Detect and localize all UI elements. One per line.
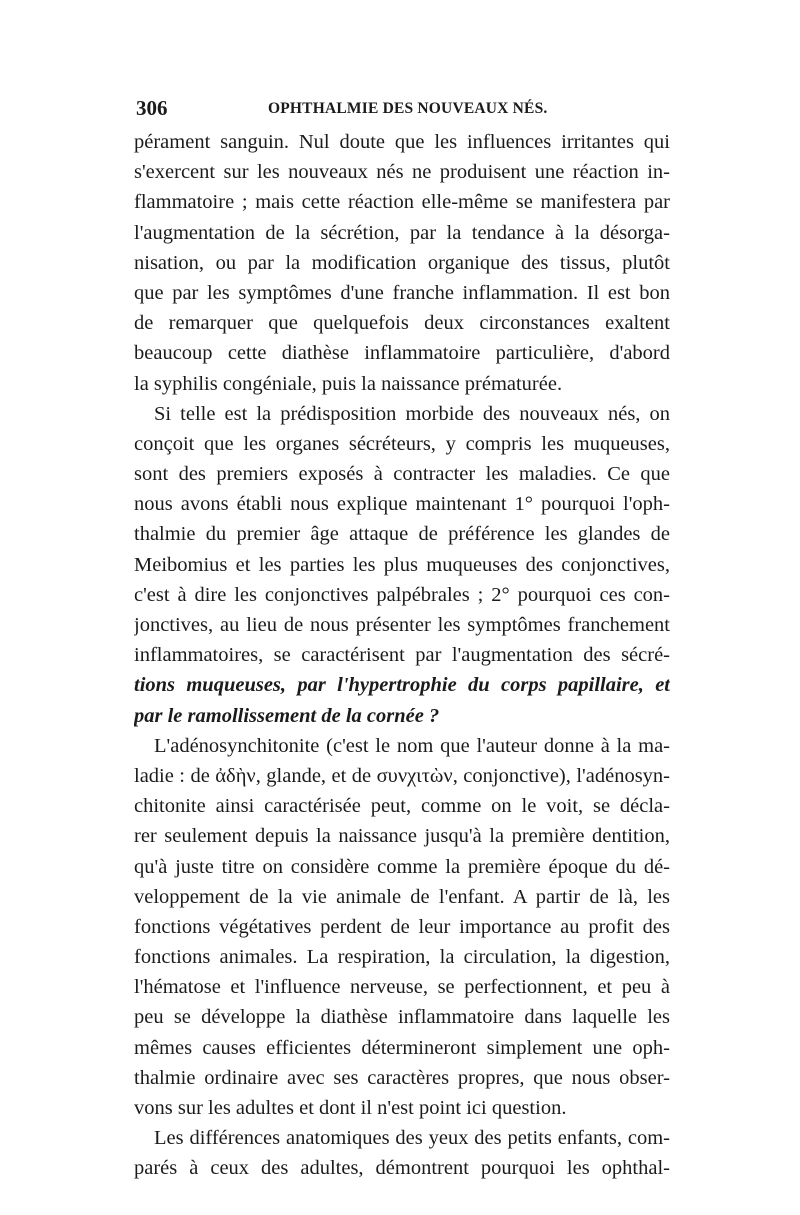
- italic-text-line: tions muqueuses, par l'hypertrophie du corps papillaire, et: [134, 674, 670, 697]
- paragraph-start-line: L'adénosynchitonite (c'est le nom que l'auteur donne à la ma-: [154, 734, 670, 757]
- text-line: que par les symptômes d'une franche inflammation. Il est bon: [134, 281, 670, 304]
- text-line: mêmes causes efficientes détermineront simplement une oph-: [134, 1036, 670, 1059]
- text-line: l'hématose et l'influence nerveuse, se perfectionnent, et peu à: [134, 976, 670, 999]
- text-line: c'est à dire les conjonctives palpébrales ; 2° pourquoi ces con-: [134, 583, 670, 606]
- text-line: pérament sanguin. Nul doute que les influences irritantes qui: [134, 131, 670, 153]
- text-line: jonctives, au lieu de nous présenter les symptômes franchement: [134, 614, 670, 636]
- italic-text-line: par le ramollissement de la cornée ?: [134, 704, 440, 727]
- text-line: inflammatoires, se caractérisent par l'augmentation des sécré-: [134, 644, 670, 667]
- text-line: flammatoire ; mais cette réaction elle-même se manifestera par: [134, 191, 670, 214]
- text-line: nisation, ou par la modification organique des tissus, plutôt: [134, 251, 670, 274]
- text-line: sont des premiers exposés à contracter les maladies. Ce que: [134, 463, 670, 486]
- text-line: fonctions animales. La respiration, la circulation, la digestion,: [134, 946, 670, 969]
- text-line: beaucoup cette diathèse inflammatoire particulière, d'abord: [134, 342, 670, 365]
- text-line: nous avons établi nous explique maintenant 1° pourquoi l'oph-: [134, 493, 670, 516]
- text-line: s'exercent sur les nouveaux nés ne produisent une réaction in-: [134, 161, 670, 184]
- text-line: de remarquer que quelquefois deux circonstances exaltent: [134, 312, 670, 335]
- book-page: [134, 96, 670, 1180]
- text-line: fonctions végétatives perdent de leur importance au profit des: [134, 915, 670, 938]
- paragraph-start-line: Les différences anatomiques des yeux des petits enfants, com-: [154, 1127, 670, 1150]
- text-line: ladie : de ἀδὴν, glande, et de συνχιτὼν, conjonctive), l'adénosyn-: [134, 764, 670, 787]
- text-line: Meibomius et les parties les plus muqueuses des conjonctives,: [134, 553, 670, 576]
- text-line: qu'à juste titre on considère comme la première époque du dé-: [134, 855, 670, 878]
- text-line: thalmie du premier âge attaque de préférence les glandes de: [134, 523, 670, 546]
- text-line: thalmie ordinaire avec ses caractères propres, que nous obser-: [134, 1066, 670, 1089]
- text-line: chitonite ainsi caractérisée peut, comme on le voit, se décla-: [134, 795, 670, 818]
- text-line: l'augmentation de la sécrétion, par la tendance à la désorga-: [134, 221, 670, 244]
- page-number: 306: [136, 96, 168, 120]
- text-line: vons sur les adultes et dont il n'est point ici question.: [134, 1097, 567, 1119]
- text-line: peu se développe la diathèse inflammatoire dans laquelle les: [134, 1006, 670, 1029]
- text-line: rer seulement depuis la naissance jusqu'à la première dentition,: [134, 825, 670, 848]
- text-line: veloppement de la vie animale de l'enfant. A partir de là, les: [134, 885, 670, 908]
- running-head: OPHTHALMIE DES NOUVEAUX NÉS.: [268, 100, 548, 117]
- text-line: parés à ceux des adultes, démontrent pourquoi les ophthal-: [134, 1157, 670, 1180]
- page-header: [134, 96, 670, 126]
- paragraph-start-line: Si telle est la prédisposition morbide des nouveaux nés, on: [154, 402, 670, 425]
- text-line: la syphilis congéniale, puis la naissance prématurée.: [134, 372, 563, 395]
- text-line: conçoit que les organes sécréteurs, y compris les muqueuses,: [134, 432, 670, 455]
- body-text: [134, 127, 670, 1184]
